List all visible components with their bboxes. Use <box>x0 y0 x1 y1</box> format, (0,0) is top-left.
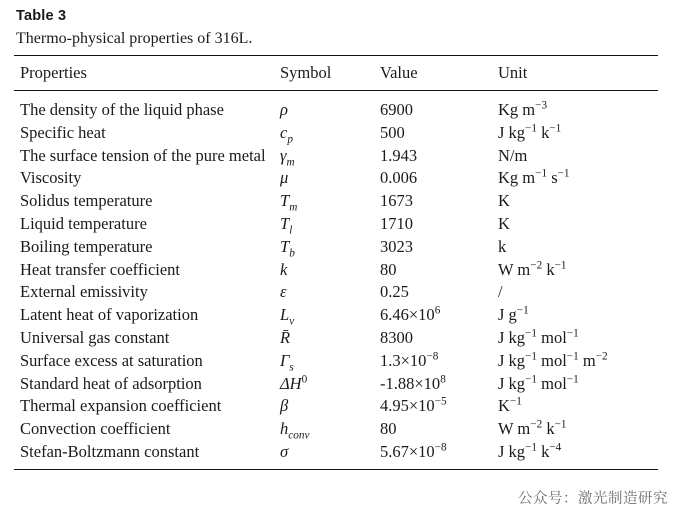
cell-unit: Kg $m^{-1}$ $s^{-1}$ <box>498 167 570 188</box>
cell-unit: W $m^{-2}$ $k^{-1}$ <box>498 418 567 439</box>
property-label: Boiling temperature <box>20 236 153 256</box>
property-label: External emissivity <box>20 282 148 302</box>
cell-property <box>14 167 276 190</box>
cell-unit: / <box>498 282 503 302</box>
cell-unit: N/m <box>498 145 528 165</box>
cell-value: 0.25 <box>380 282 409 302</box>
table-row <box>14 91 658 122</box>
cell-symbol: $T_m$ <box>280 191 298 214</box>
cell-symbol: R̄ <box>280 327 291 347</box>
table-row <box>14 304 658 327</box>
table-row <box>14 235 658 258</box>
property-label: Standard heat of adsorption <box>20 373 202 393</box>
property-label: Heat transfer coefficient <box>20 259 181 279</box>
properties-table <box>14 55 658 463</box>
table-row <box>14 258 658 281</box>
table-header-row <box>14 56 658 91</box>
cell-symbol: $\gamma_m$ <box>280 145 295 168</box>
cell-symbol: $\Gamma_s$ <box>280 350 294 374</box>
table-row <box>14 281 658 304</box>
cell-property <box>14 326 276 349</box>
property-label: Convection coefficient <box>20 419 171 439</box>
cell-unit: J $kg^{-1}$ mol$^{-1}$ $m^{-2}$ <box>498 350 608 370</box>
table-body <box>14 91 658 464</box>
cell-symbol: ε <box>280 282 287 302</box>
cell-unit: k <box>498 236 507 256</box>
cell-value: 3023 <box>380 236 413 256</box>
cell-property <box>14 212 276 235</box>
cell-property <box>14 190 276 213</box>
cell-property <box>14 235 276 258</box>
property-label: The surface tension of the pure metal <box>20 145 266 165</box>
table-row <box>14 167 658 190</box>
cell-property <box>14 91 276 122</box>
cell-property <box>14 144 276 167</box>
cell-property <box>14 304 276 327</box>
table-row <box>14 440 658 463</box>
cell-value: $5.67\times 10^{-8}$ <box>380 441 447 461</box>
table-row <box>14 144 658 167</box>
cell-symbol: k <box>280 259 288 279</box>
property-label: Liquid temperature <box>20 213 147 233</box>
cell-property <box>14 121 276 144</box>
column-header-properties: Properties <box>14 56 276 91</box>
cell-property <box>14 418 276 441</box>
cell-property <box>14 281 276 304</box>
cell-symbol: $h_{conv}$ <box>280 419 310 442</box>
cell-property <box>14 349 276 372</box>
property-label: Stefan-Boltzmann constant <box>20 441 200 461</box>
cell-value: 0.006 <box>380 168 418 188</box>
cell-unit: K <box>498 213 510 233</box>
property-label: Solidus temperature <box>20 191 153 211</box>
cell-symbol: $\Delta H^0$ <box>280 373 308 393</box>
property-label: Latent heat of vaporization <box>20 305 199 325</box>
cell-value: 500 <box>380 122 405 142</box>
cell-value: 8300 <box>380 327 413 347</box>
cell-unit: J $kg^{-1}$ mol$^{-1}$ <box>498 327 579 347</box>
cell-unit: J $kg^{-1}$ mol$^{-1}$ <box>498 373 579 393</box>
cell-property <box>14 395 276 418</box>
cell-value: $1.3\times 10^{-8}$ <box>380 350 439 370</box>
cell-symbol: $T_l$ <box>280 213 293 237</box>
cell-symbol: μ <box>280 168 289 188</box>
cell-symbol: ρ <box>280 100 288 119</box>
cell-value: 1.943 <box>380 145 418 165</box>
column-header-symbol: Symbol <box>276 56 376 91</box>
property-label: The density of the liquid phase <box>20 100 224 119</box>
cell-unit: Kg $m^{-3}$ <box>498 99 548 119</box>
cell-value: 1673 <box>380 191 413 211</box>
property-label: Specific heat <box>20 122 106 142</box>
table-row <box>14 372 658 395</box>
cell-value: $4.95\times 10^{-5}$ <box>380 395 447 416</box>
column-header-unit: Unit <box>494 56 658 91</box>
cell-value: 80 <box>380 419 397 439</box>
cell-symbol: σ <box>280 441 289 461</box>
cell-unit: J $g^{-1}$ <box>498 304 529 325</box>
cell-value: $6.46\times 10^6$ <box>380 304 441 325</box>
cell-property <box>14 440 276 463</box>
table-bottom-rule <box>14 469 658 470</box>
table-row <box>14 418 658 441</box>
table-label: Table 3 <box>16 8 67 24</box>
cell-unit: $K^{-1}$ <box>498 395 522 416</box>
table-row <box>14 349 658 372</box>
property-label: Thermal expansion coefficient <box>20 396 222 416</box>
cell-symbol: β <box>280 396 289 416</box>
cell-value: $-1.88\times 10^8$ <box>380 373 446 393</box>
table-caption: Thermo-physical properties of 316L. <box>16 30 253 47</box>
cell-property <box>14 372 276 395</box>
cell-symbol: $T_b$ <box>280 236 295 260</box>
table-row <box>14 326 658 349</box>
property-label: Universal gas constant <box>20 327 170 347</box>
cell-symbol: $c_p$ <box>280 122 293 146</box>
watermark-text: 公众号：激光制造研究 <box>518 491 668 507</box>
table-header <box>14 56 658 91</box>
cell-unit: J $kg^{-1}$ $k^{-4}$ <box>498 441 562 461</box>
cell-unit: K <box>498 191 510 211</box>
table-row <box>14 395 658 418</box>
column-header-value: Value <box>376 56 494 91</box>
cell-property <box>14 258 276 281</box>
table-row <box>14 212 658 235</box>
property-label: Surface excess at saturation <box>20 350 203 370</box>
table-row <box>14 190 658 213</box>
cell-unit: J $kg^{-1}$ $k^{-1}$ <box>498 122 562 142</box>
cell-unit: W $m^{-2}$ $k^{-1}$ <box>498 259 567 279</box>
cell-symbol: $L_v$ <box>280 305 295 328</box>
cell-value: 1710 <box>380 213 413 233</box>
cell-value: 6900 <box>380 100 413 119</box>
table-row <box>14 121 658 144</box>
property-label: Viscosity <box>20 168 82 188</box>
cell-value: 80 <box>380 259 397 279</box>
